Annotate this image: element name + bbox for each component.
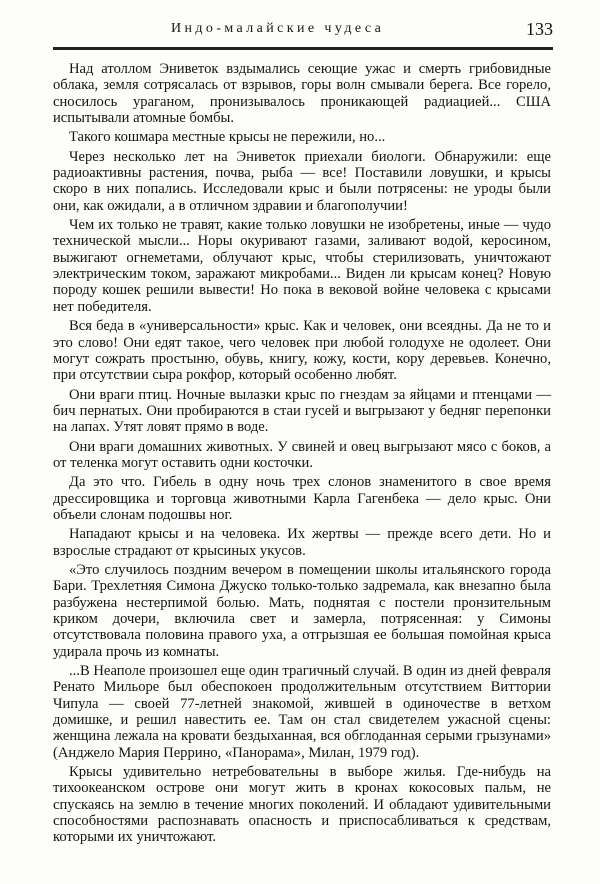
paragraph: Крысы удивительно нетребовательны в выборе жилья. Где-нибудь на тихоокеанском острове они могут жить в кронах кокосовых пальм, не спускаясь на землю в течение многих поколений. И обладают удивительными способностями распознавать опасность и приспосабливаться к средствам, которыми их уничтожают. <box>53 764 551 846</box>
body-text <box>53 61 551 849</box>
paragraph: Да это что. Гибель в одну ночь трех слонов знаменитого в свое время дрессировщика и торговца животными Карла Гагенбека — дело крыс. Они объели слонам подошвы ног. <box>53 474 551 523</box>
running-head <box>53 20 553 44</box>
paragraph: ...В Неаполе произошел еще один трагичный случай. В один из дней февраля Ренато Мильоре был обеспокоен продолжительным отсутствием Виттории Чипула — своей 77-летней знакомой, жившей в одиночестве в ветхом домишке, и решил навестить ее. Там он стал свидетелем ужасной сцены: женщина лежала на кровати бездыханная, вся обглоданная серыми грызунами» (Анджело Мария Перрино, «Панорама», Милан, 1979 год). <box>53 663 551 761</box>
paragraph: Над атоллом Эниветок вздымались сеющие ужас и смерть грибовидные облака, земля сотрясалась от взрывов, горы волн смывали берега. Все горело, сносилось ураганом, пронизывалось проникающей радиацией... США испытывали атомные бомбы. <box>53 61 551 127</box>
paragraph: Чем их только не травят, какие только ловушки не изобретены, иные — чудо технической мысли... Норы окуривают газами, заливают водой, керосином, выжигают огнеметами, облучают крыс, чтобы стерилизовать, уничтожают электрическим током, заражают микробами... Виден ли крысам конец? Новую породу кошек решили вывести! Но пока в вековой войне человека с крысами нет победителя. <box>53 217 551 315</box>
paragraph: Такого кошмара местные крысы не пережили, но... <box>69 129 386 146</box>
paragraph: Они враги птиц. Ночные вылазки крыс по гнездам за яйцами и птенцами — бич пернатых. Они пробираются в стаи гусей и выгрызают у бедняг перепонки на лапах. Утят ловят прямо в воде. <box>53 386 551 436</box>
paragraph: Нападают крысы и на человека. Их жертвы — прежде всего дети. Но и взрослые страдают от крысиных укусов. <box>53 526 551 559</box>
paragraph: Через несколько лет на Эниветок приехали биологи. Обнаружили: еще радиоактивны растения, почва, рыба — все! Поставили ловушки, и крысы скоро в них попались. Исследовали крыс и были потрясены: не уроды были они, как ожидали, а в отличном здравии и благополучии! <box>53 148 551 214</box>
page-number: 133 <box>526 19 553 39</box>
paragraph: Вся беда в «универсальности» крыс. Как и человек, они всеядны. Да не то и это слово! Они едят такое, чего человек при любой голодухе не одолеет. Они могут сожрать простыню, обувь, книгу, кожу, кости, кору деревьев. Конечно, при отсутствии сыра рокфор, который особенно любят. <box>53 318 551 384</box>
paragraph: «Это случилось поздним вечером в помещении школы итальянского города Бари. Трехлетняя Симона Джуско только-только задремала, как внезапно была разбужена нестерпимой болью. Мать, поднятая с постели пронзительным криком дочери, включила свет и замерла, потрясенная: у Симоны отсутствовала половина правого уха, а отгрызшая ее большая помойная крыса удирала прочь из комнаты. <box>53 561 551 660</box>
running-title: Индо-малайские чудеса <box>171 21 385 36</box>
paragraph: Они враги домашних животных. У свиней и овец выгрызают мясо с боков, а от теленка могут оставить одни косточки. <box>53 438 551 471</box>
header-rule <box>53 47 553 50</box>
